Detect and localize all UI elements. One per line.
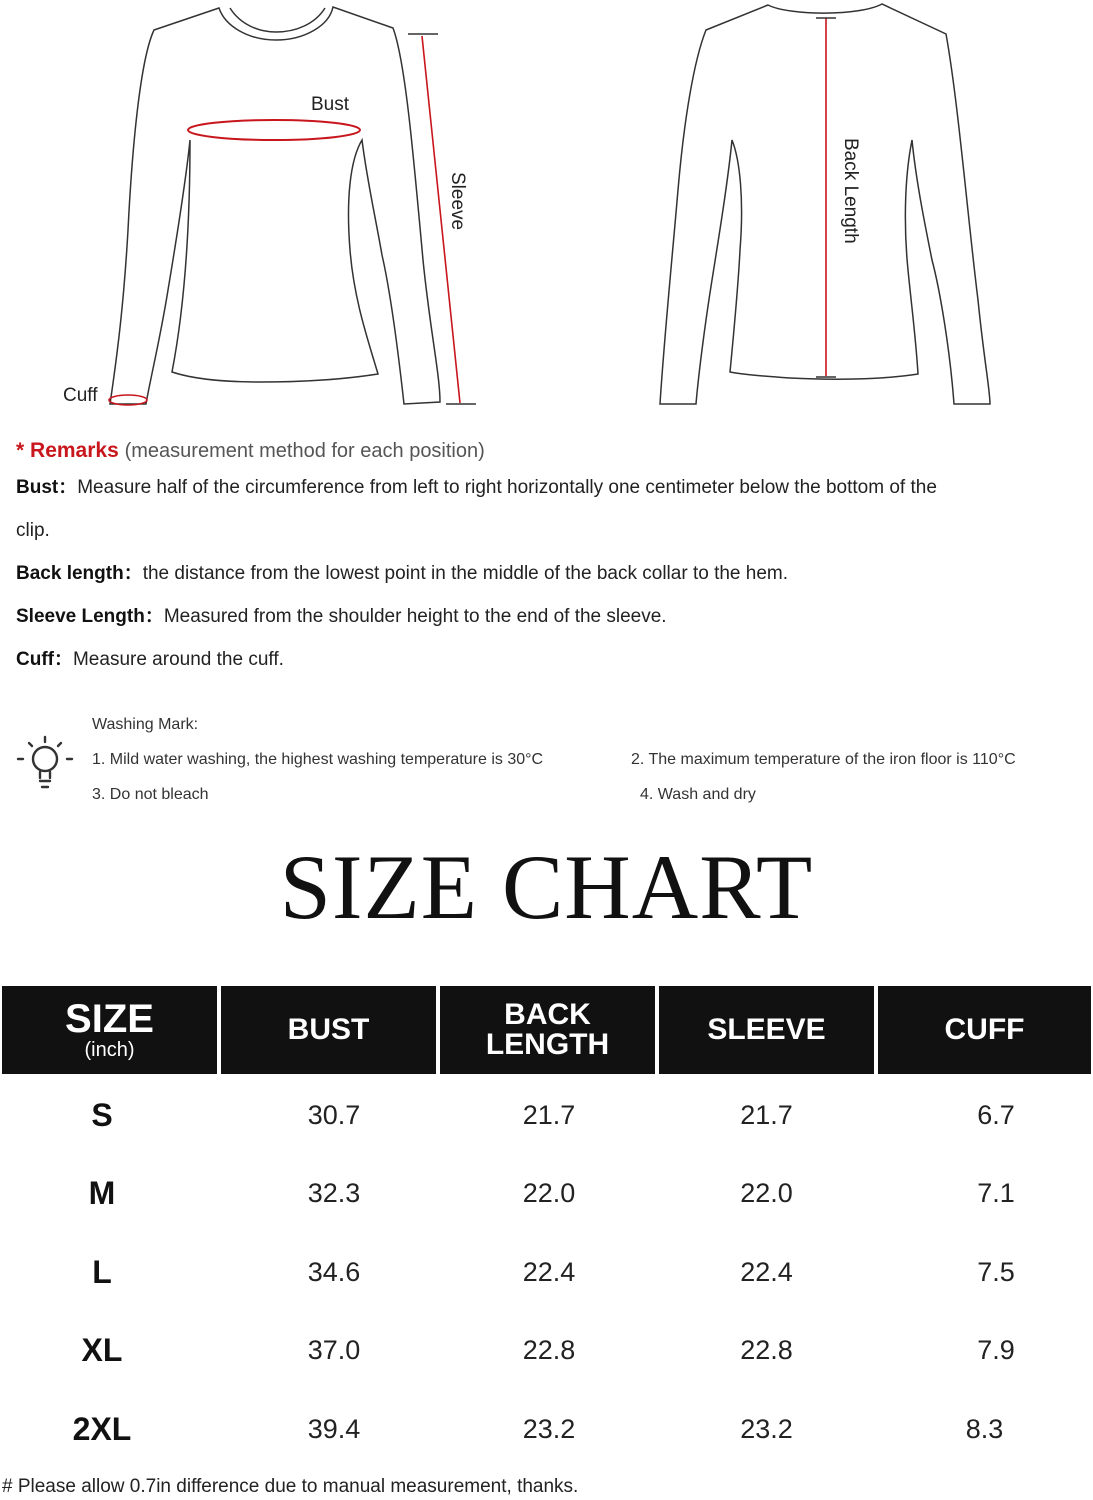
header-cuff-label: CUFF — [944, 1013, 1025, 1046]
header-size-label: SIZE — [65, 997, 154, 1041]
measurement-footnote: # Please allow 0.7in difference due to manual measurement, thanks. — [2, 1476, 579, 1497]
table-row — [0, 1233, 1093, 1311]
sleeve-label: Sleeve — [447, 172, 468, 231]
header-length-label: LENGTH — [485, 1028, 610, 1061]
header-size — [2, 986, 217, 1074]
remark-desc: Measured from the shoulder height to the end of the sleeve. — [163, 606, 667, 627]
header-sleeve — [659, 986, 874, 1074]
cell-size: 2XL — [72, 1410, 132, 1447]
garment-illustration — [0, 0, 1093, 420]
table-row — [0, 1076, 1093, 1154]
cuff-label: Cuff — [63, 385, 98, 406]
header-sleeve-label: SLEEVE — [707, 1013, 826, 1046]
cell-cuff: 7.5 — [977, 1256, 1015, 1287]
garment-diagram — [0, 0, 1093, 420]
header-size-unit: (inch) — [84, 1039, 135, 1061]
washing-note-4: 4. Wash and dry — [640, 786, 756, 803]
remark-back-length — [16, 552, 1076, 595]
cell-cuff: 7.9 — [977, 1334, 1015, 1365]
cell-sleeve: 22.4 — [740, 1256, 793, 1287]
table-header — [0, 986, 1093, 1074]
header-back-length — [440, 986, 655, 1074]
cell-sleeve: 21.7 — [740, 1099, 793, 1130]
back-shirt-outline — [660, 4, 990, 404]
table-row — [0, 1390, 1093, 1468]
remark-term: Sleeve Length： — [16, 606, 164, 627]
washing-note-2: 2. The maximum temperature of the iron floor is 110°C — [631, 751, 1016, 768]
remark-bust-cont — [16, 509, 1076, 552]
cell-back-length: 22.0 — [522, 1177, 576, 1208]
remark-desc: the distance from the lowest point in the middle of the back collar to the hem. — [142, 563, 788, 584]
cell-back-length: 22.8 — [522, 1334, 576, 1365]
washing-note-3: 3. Do not bleach — [92, 786, 209, 803]
cell-size: L — [92, 1253, 112, 1290]
back-length-measure-line — [816, 18, 836, 377]
header-cuff — [878, 986, 1091, 1074]
remark-term: Back length： — [16, 563, 143, 584]
washing-note-1: 1. Mild water washing, the highest washing temperature is 30°C — [92, 751, 544, 768]
cell-size: S — [91, 1096, 113, 1133]
cell-sleeve: 23.2 — [740, 1413, 793, 1444]
cell-back-length: 22.4 — [522, 1256, 576, 1287]
cell-back-length: 21.7 — [522, 1099, 576, 1130]
remark-cuff — [16, 638, 1076, 681]
remarks-title — [16, 436, 1076, 466]
bust-measure-line — [188, 120, 360, 140]
remark-bust — [16, 466, 1076, 509]
remarks-subtitle: (measurement method for each position) — [124, 440, 485, 462]
washing-title: Washing Mark: — [92, 716, 199, 733]
cell-sleeve: 22.0 — [740, 1177, 793, 1208]
cell-cuff: 7.1 — [977, 1177, 1015, 1208]
header-bust — [221, 986, 436, 1074]
cell-bust: 39.4 — [307, 1413, 361, 1444]
front-shirt-outline — [110, 7, 440, 404]
table-row — [0, 1154, 1093, 1232]
table-row — [0, 1311, 1093, 1389]
remark-desc: clip. — [16, 520, 50, 541]
remark-term: Bust： — [16, 477, 78, 498]
remark-term: Cuff： — [16, 649, 73, 670]
cell-bust: 32.3 — [307, 1177, 361, 1208]
cell-cuff: 6.7 — [977, 1099, 1015, 1130]
cell-cuff: 8.3 — [965, 1413, 1004, 1444]
size-chart-title: SIZE CHART — [279, 836, 814, 938]
back-length-label: Back Length — [840, 138, 861, 244]
cell-bust: 34.6 — [307, 1256, 361, 1287]
lightbulb-icon — [14, 732, 76, 799]
remarks-star: * — [16, 439, 25, 462]
header-bust-label: BUST — [287, 1013, 370, 1046]
cell-back-length: 23.2 — [522, 1413, 576, 1444]
cell-size: M — [88, 1174, 116, 1211]
remark-desc: Measure half of the circumference from left to right horizontally one centimeter below the bottom of the — [77, 477, 937, 498]
remarks-section — [16, 436, 1076, 681]
remark-desc: Measure around the cuff. — [72, 649, 284, 670]
cell-size: XL — [81, 1331, 123, 1368]
bust-label: Bust — [311, 94, 350, 115]
cell-sleeve: 22.8 — [740, 1334, 793, 1365]
cell-bust: 37.0 — [307, 1334, 361, 1365]
header-back-label: BACK — [504, 998, 591, 1031]
remark-sleeve-length — [16, 595, 1076, 638]
cell-bust: 30.7 — [307, 1099, 361, 1130]
remarks-heading: Remarks — [30, 439, 119, 462]
size-table — [0, 986, 1093, 1447]
